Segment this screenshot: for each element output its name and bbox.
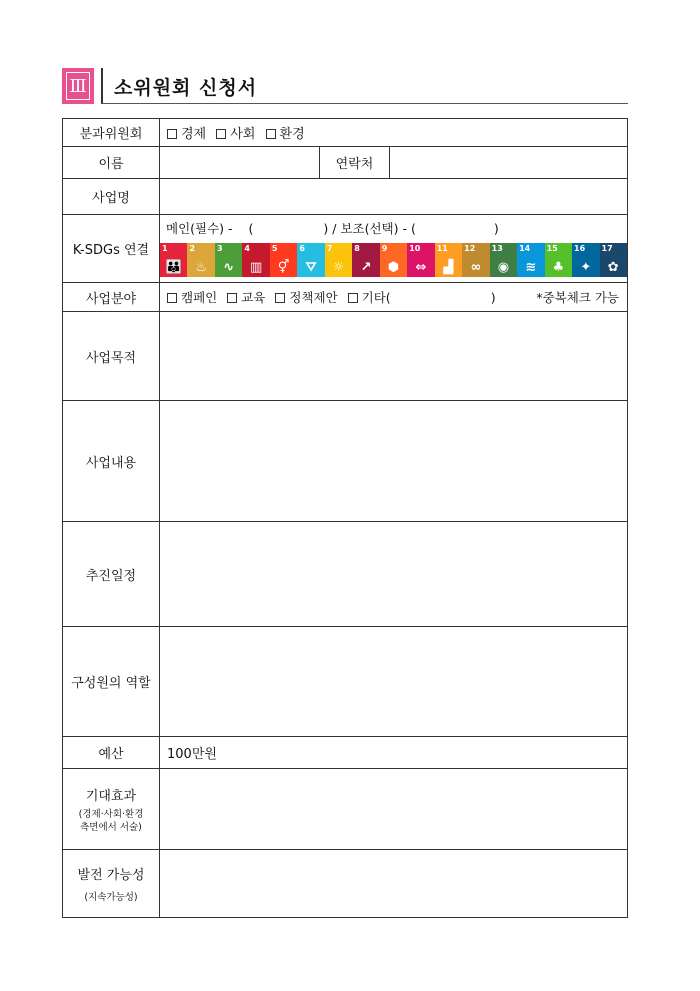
eye-icon: ◉ <box>497 260 510 275</box>
sdg-tile-16 <box>572 243 599 277</box>
infinity-icon: ∞ <box>470 260 482 275</box>
name-field[interactable] <box>160 147 320 179</box>
fish-icon: ≋ <box>525 260 537 275</box>
project-name-field[interactable] <box>160 179 628 215</box>
ksdgs-main-close: ) <box>323 221 329 236</box>
purpose-label: 사업목적 <box>63 312 160 401</box>
sustainability-label: 발전 가능성 <box>77 868 145 883</box>
sdg-tile-14 <box>517 243 544 277</box>
bowl-icon: ♨ <box>195 260 208 275</box>
header-divider <box>101 68 103 104</box>
row-subcommittee <box>63 119 628 147</box>
gender-icon: ⚥ <box>277 260 290 275</box>
ksdgs-sub-label: 보조(선택) - <box>340 221 407 236</box>
sdg-number: 16 <box>574 244 586 253</box>
heartbeat-icon: ∿ <box>223 260 235 275</box>
sdg-tile-17 <box>600 243 627 277</box>
ksdgs-label: K-SDGs 연결 <box>63 215 160 283</box>
effect-sub-line1: (경제·사회·환경 <box>78 808 144 820</box>
roles-field[interactable] <box>160 627 628 737</box>
option-campaign[interactable]: 캠페인 <box>167 290 217 305</box>
sdg-number: 14 <box>519 244 531 253</box>
sdg-tile-12 <box>462 243 489 277</box>
budget-value[interactable]: 100만원 <box>160 737 628 769</box>
sdg-number: 2 <box>189 244 196 253</box>
checkbox[interactable] <box>167 129 177 139</box>
application-form <box>62 118 628 918</box>
effect-field[interactable] <box>160 769 628 850</box>
sdg-number: 11 <box>436 244 448 253</box>
option-economy[interactable]: 경제 <box>167 127 206 142</box>
subcommittee-options <box>160 119 628 147</box>
ksdgs-main-label: 메인(필수) - <box>166 221 233 236</box>
row-ksdgs <box>63 215 628 283</box>
sdg-tile-8 <box>352 243 379 277</box>
effect-label: 기대효과 <box>85 788 137 804</box>
city-icon: ▟ <box>443 260 454 275</box>
section-title: 소위원회 신청서 <box>114 77 258 99</box>
section-number-badge <box>62 68 94 104</box>
partnership-icon: ✿ <box>607 260 619 275</box>
cubes-icon: ⬢ <box>387 260 400 275</box>
field-label: 사업분야 <box>63 283 160 312</box>
option-education[interactable]: 교육 <box>227 290 265 305</box>
option-society[interactable]: 사회 <box>216 127 255 142</box>
sdg-tile-6 <box>297 243 324 277</box>
sdg-number: 17 <box>601 244 613 253</box>
growth-icon: ↗ <box>360 260 372 275</box>
sdg-tile-1 <box>160 243 187 277</box>
sdg-tile-10 <box>407 243 434 277</box>
sustainability-label-cell <box>63 850 160 918</box>
checkbox[interactable] <box>348 293 358 303</box>
sdg-number: 1 <box>162 244 168 253</box>
row-schedule <box>63 522 628 627</box>
sdg-number: 6 <box>299 244 305 253</box>
water-icon: ⛛ <box>305 260 317 275</box>
sdg-tile-13 <box>490 243 517 277</box>
sdg-tile-9 <box>380 243 407 277</box>
sdg-number: 4 <box>244 244 250 253</box>
ksdgs-sub-close: ) <box>493 221 499 236</box>
row-budget <box>63 737 628 769</box>
option-environment[interactable]: 환경 <box>266 127 305 142</box>
row-effect <box>63 769 628 850</box>
roles-label: 구성원의 역할 <box>63 627 160 737</box>
schedule-field[interactable] <box>160 522 628 627</box>
schedule-label: 추진일정 <box>63 522 160 627</box>
ksdgs-selection-line <box>166 219 627 237</box>
purpose-field[interactable] <box>160 312 628 401</box>
section-number: Ⅲ <box>66 72 90 100</box>
budget-label: 예산 <box>63 737 160 769</box>
option-other[interactable]: 기타( ) <box>348 290 496 305</box>
option-policy[interactable]: 정책제안 <box>275 290 337 305</box>
tree-icon: ♣ <box>552 260 565 275</box>
sdg-number: 8 <box>354 244 360 253</box>
sustainability-sub: (지속가능성) <box>84 892 138 903</box>
sdg-tile-15 <box>545 243 572 277</box>
sdg-number: 9 <box>381 244 388 253</box>
sdg-tile-11 <box>435 243 462 277</box>
sdg-tile-5 <box>270 243 297 277</box>
dove-icon: ✦ <box>580 260 592 275</box>
ksdgs-main-open: ( <box>248 221 254 236</box>
ksdgs-sub-open: ( <box>410 221 416 236</box>
sdg-number: 13 <box>491 244 503 253</box>
section-header <box>62 68 628 104</box>
ksdgs-cell <box>160 215 628 283</box>
subcommittee-label: 분과위원회 <box>63 119 160 147</box>
content-label: 사업내용 <box>63 401 160 522</box>
sdg-tile-2 <box>187 243 214 277</box>
contact-label: 연락처 <box>320 147 390 179</box>
checkbox[interactable] <box>216 129 226 139</box>
book-icon: ▥ <box>249 260 263 275</box>
ksdgs-separator: / <box>332 221 337 236</box>
sun-icon: ☼ <box>332 260 345 275</box>
sdg-tile-3 <box>215 243 242 277</box>
row-name <box>63 147 628 179</box>
multi-check-note: *중복체크 가능 <box>536 290 619 305</box>
checkbox[interactable] <box>266 129 276 139</box>
project-name-label: 사업명 <box>63 179 160 215</box>
sdg-number: 12 <box>464 244 476 253</box>
people-icon: 👪 <box>165 260 182 275</box>
content-field[interactable] <box>160 401 628 522</box>
effect-sub-line2: 측면에서 서술) <box>80 821 142 833</box>
row-sustainability <box>63 850 628 918</box>
field-options <box>160 283 628 312</box>
sdg-number: 5 <box>271 244 278 253</box>
row-project-name <box>63 179 628 215</box>
checkbox[interactable] <box>275 293 285 303</box>
checkbox[interactable] <box>167 293 177 303</box>
sdg-tile-4 <box>242 243 269 277</box>
sdg-number: 10 <box>409 244 421 253</box>
row-content <box>63 401 628 522</box>
checkbox[interactable] <box>227 293 237 303</box>
row-purpose <box>63 312 628 401</box>
header-underline <box>102 103 628 104</box>
name-label: 이름 <box>63 147 160 179</box>
sdg-tile-7 <box>325 243 352 277</box>
row-field <box>63 283 628 312</box>
sdg-number: 7 <box>326 244 333 253</box>
sustainability-field[interactable] <box>160 850 628 918</box>
equality-icon: ⇔ <box>415 260 427 275</box>
sdg-icon-strip <box>160 243 627 277</box>
sdg-number: 15 <box>546 244 558 253</box>
effect-label-cell <box>63 769 160 850</box>
sdg-number: 3 <box>216 244 223 253</box>
contact-field[interactable] <box>390 147 628 179</box>
row-roles <box>63 627 628 737</box>
